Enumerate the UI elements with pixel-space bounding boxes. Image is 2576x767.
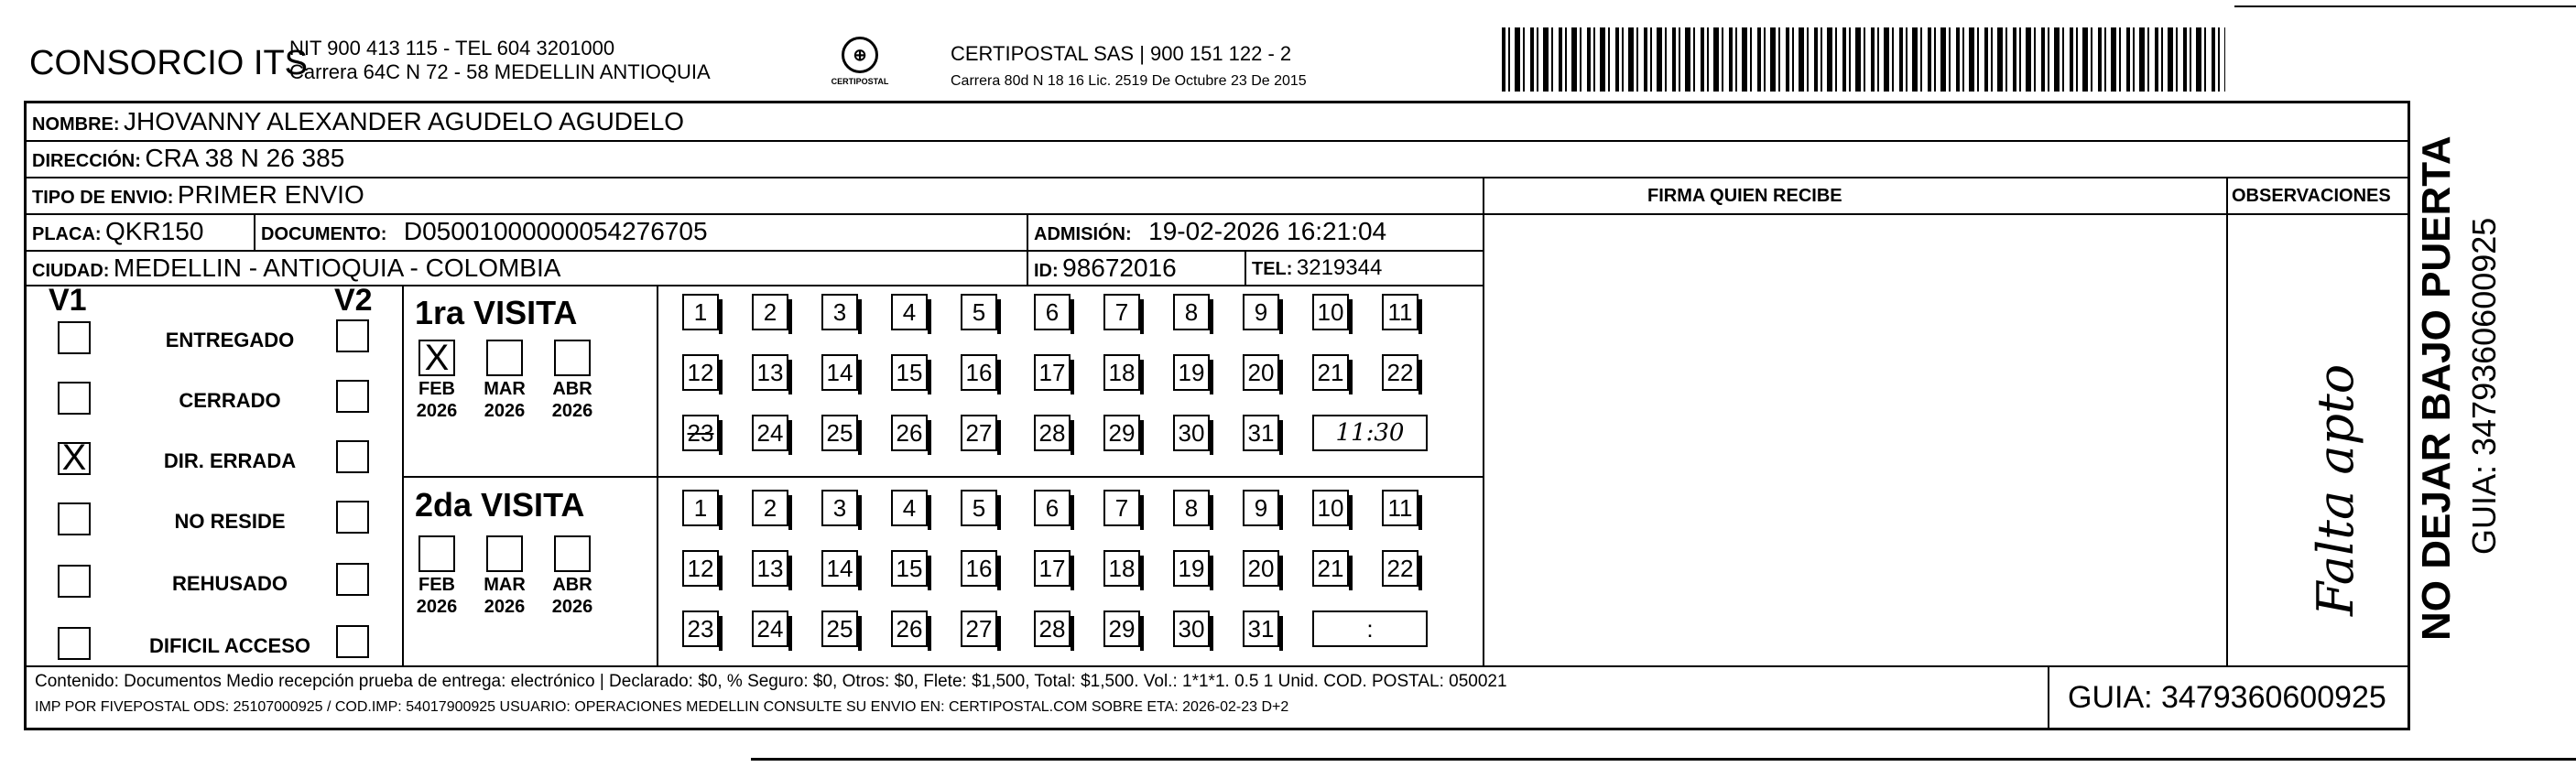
col-divider	[1245, 250, 1246, 285]
documento-field	[261, 217, 708, 246]
day-box[interactable]: 20	[1243, 550, 1279, 587]
day-box[interactable]: 21	[1312, 354, 1349, 391]
col-divider	[254, 213, 255, 250]
placa-value: QKR150	[105, 217, 204, 245]
day-box[interactable]: 30	[1173, 610, 1210, 647]
v1-checkbox[interactable]	[58, 627, 91, 660]
month-year: 2026	[551, 597, 593, 617]
nombre-value: JHOVANNY ALEXANDER AGUDELO AGUDELO	[124, 107, 685, 135]
day-box[interactable]: 7	[1103, 294, 1140, 330]
month-name: FEB	[418, 379, 455, 399]
month-year: 2026	[416, 597, 458, 617]
logo-emblem-icon: ⊕	[842, 37, 878, 73]
row-divider	[27, 177, 2408, 178]
status-label: NO RESIDE	[174, 510, 286, 533]
col-divider	[657, 285, 658, 665]
placa-field	[32, 217, 203, 246]
month-label	[545, 378, 600, 422]
day-box[interactable]: 4	[891, 294, 928, 330]
v1-checkbox[interactable]	[58, 502, 91, 535]
day-box[interactable]: 21	[1312, 550, 1349, 587]
month-checkbox-mar[interactable]	[486, 340, 523, 376]
v2-checkbox[interactable]	[336, 625, 369, 658]
day-box[interactable]: 26	[891, 610, 928, 647]
month-name: ABR	[552, 379, 592, 399]
row-divider	[27, 285, 1483, 286]
day-box[interactable]: 4	[891, 490, 928, 526]
status-label: ENTREGADO	[165, 329, 295, 351]
v1-checkbox[interactable]: X	[58, 442, 91, 475]
month-year: 2026	[416, 401, 458, 421]
id-value: 98672016	[1062, 254, 1177, 282]
certipostal-address: Carrera 80d N 18 16 Lic. 2519 De Octubre 23 De 2015	[951, 73, 1307, 89]
direccion-label: DIRECCIÓN:	[32, 151, 141, 171]
visit-divider	[402, 476, 1483, 478]
admision-value: 19-02-2026 16:21:04	[1148, 217, 1387, 245]
tel-label: TEL:	[1252, 259, 1293, 279]
barcode	[1502, 27, 2225, 92]
day-box[interactable]: 29	[1103, 415, 1140, 451]
v2-checkbox[interactable]	[336, 563, 369, 596]
month-checkbox-mar[interactable]	[486, 535, 523, 572]
day-box[interactable]: 1	[682, 490, 719, 526]
day-box[interactable]: 22	[1382, 354, 1418, 391]
month-label	[477, 574, 532, 618]
month-name: MAR	[484, 379, 526, 399]
tipo-envio-value: PRIMER ENVIO	[177, 180, 364, 209]
v2-checkbox[interactable]	[336, 380, 369, 413]
col-divider	[1483, 177, 1484, 665]
company-info	[289, 37, 711, 84]
placa-label: PLACA:	[32, 224, 102, 244]
day-box[interactable]: 11	[1382, 294, 1418, 330]
observaciones-header	[2232, 186, 2391, 207]
top-edge-line	[2234, 0, 2576, 7]
day-box[interactable]: 18	[1103, 550, 1140, 587]
day-box[interactable]: 20	[1243, 354, 1279, 391]
month-checkbox-feb[interactable]: X	[418, 340, 455, 376]
day-box[interactable]: 9	[1243, 294, 1279, 330]
firma-label: FIRMA QUIEN RECIBE	[1647, 186, 1842, 206]
day-box[interactable]: 11	[1382, 490, 1418, 526]
company-nit: NIT 900 413 115 - TEL 604 3201000	[289, 37, 615, 59]
col-divider	[2226, 177, 2228, 665]
first-visit-time[interactable]: 11:30	[1312, 415, 1428, 451]
company-address: Carrera 64C N 72 - 58 MEDELLIN ANTIOQUIA	[289, 60, 711, 83]
status-label: DIFICIL ACCESO	[148, 634, 310, 657]
month-label	[545, 574, 600, 618]
observaciones-label: OBSERVACIONES	[2232, 186, 2391, 206]
direccion-value: CRA 38 N 26 385	[145, 144, 345, 172]
month-checkbox-abr[interactable]	[554, 535, 591, 572]
day-box[interactable]: 15	[891, 550, 928, 587]
day-box[interactable]: 2	[752, 490, 788, 526]
month-year: 2026	[484, 401, 526, 421]
day-box[interactable]: 22	[1382, 550, 1418, 587]
handwritten-observation: Falta apto	[2307, 363, 2364, 616]
day-box[interactable]: 17	[1034, 354, 1071, 391]
v1-checkbox[interactable]	[58, 565, 91, 598]
month-name: ABR	[552, 575, 592, 595]
guide-form	[24, 101, 2410, 730]
day-box[interactable]: 9	[1243, 490, 1279, 526]
ciudad-field	[32, 254, 560, 283]
tipo-envio-field	[32, 180, 364, 210]
day-box[interactable]: 24	[752, 415, 788, 451]
nombre-field	[32, 107, 684, 136]
day-box[interactable]: 13	[752, 354, 788, 391]
certipostal-info	[951, 40, 1307, 95]
id-field	[1034, 254, 1177, 283]
direccion-field	[32, 144, 344, 173]
bottom-rule	[751, 758, 2576, 761]
ciudad-value: MEDELLIN - ANTIOQUIA - COLOMBIA	[113, 254, 561, 282]
no-dejar-bajo-puerta: NO DEJAR BAJO PUERTA	[2414, 135, 2459, 641]
day-box[interactable]: 8	[1173, 490, 1210, 526]
row-divider	[27, 213, 2408, 215]
day-box[interactable]: 17	[1034, 550, 1071, 587]
day-box[interactable]: 14	[821, 550, 858, 587]
month-checkbox-feb[interactable]	[418, 535, 455, 572]
footer-content: Contenido: Documentos Medio recepción prueba de entrega: electrónico | Declarado: $0, % Seguro: $0, Otros: $0, Flete: $1,500, Total: $1,500. Vol.: 1*1*1. 0.5 1 Unid. COD. POSTAL: 050021	[35, 672, 1507, 691]
day-box[interactable]: 31	[1243, 610, 1279, 647]
day-box[interactable]: 3	[821, 490, 858, 526]
v2-header: V2	[334, 283, 373, 318]
day-box[interactable]: 19	[1173, 550, 1210, 587]
day-box[interactable]: 30	[1173, 415, 1210, 451]
second-visit-time[interactable]: :	[1312, 610, 1428, 647]
status-label: REHUSADO	[172, 572, 288, 595]
day-box[interactable]: 7	[1103, 490, 1140, 526]
admision-field	[1034, 217, 1386, 246]
status-label: CERRADO	[179, 389, 281, 412]
col-divider	[1027, 213, 1028, 285]
status-label: DIR. ERRADA	[163, 449, 297, 472]
month-label	[409, 378, 464, 422]
nombre-label: NOMBRE:	[32, 114, 120, 135]
tipo-envio-label: TIPO DE ENVIO:	[32, 188, 174, 208]
day-box[interactable]: 3	[821, 294, 858, 330]
day-box[interactable]: 27	[961, 415, 997, 451]
month-year: 2026	[484, 597, 526, 617]
v1-header: V1	[49, 283, 87, 318]
first-visit-title: 1ra VISITA	[415, 294, 578, 331]
tel-field	[1252, 255, 1382, 281]
month-year: 2026	[551, 401, 593, 421]
day-box[interactable]: 1	[682, 294, 719, 330]
documento-label: DOCUMENTO:	[261, 224, 387, 244]
day-box[interactable]: 16	[961, 354, 997, 391]
day-box[interactable]: 6	[1034, 490, 1071, 526]
day-box[interactable]: 29	[1103, 610, 1140, 647]
side-guia: GUIA: 3479360600925	[2465, 217, 2503, 555]
id-label: ID:	[1034, 261, 1059, 281]
footer-print-info: IMP POR FIVEPOSTAL ODS: 25107000925 / COD.IMP: 54017900925 USUARIO: OPERACIONES MEDELLIN CONSULTE SU ENVIO EN: CERTIPOSTAL.COM SOBRE ETA: 2026-02-23 D+2	[35, 699, 1289, 715]
day-box[interactable]: 18	[1103, 354, 1140, 391]
v2-checkbox[interactable]	[336, 501, 369, 534]
day-box[interactable]: 13	[752, 550, 788, 587]
day-box[interactable]: 6	[1034, 294, 1071, 330]
day-box[interactable]: 31	[1243, 415, 1279, 451]
v1-checkbox[interactable]	[58, 321, 91, 354]
day-box[interactable]: 5	[961, 294, 997, 330]
month-name: FEB	[418, 575, 455, 595]
day-box[interactable]: 2	[752, 294, 788, 330]
day-box[interactable]: 24	[752, 610, 788, 647]
day-box[interactable]: 26	[891, 415, 928, 451]
day-box[interactable]: 10	[1312, 294, 1349, 330]
day-box[interactable]: 28	[1034, 415, 1071, 451]
month-label	[409, 574, 464, 618]
month-name: MAR	[484, 575, 526, 595]
day-box[interactable]: 10	[1312, 490, 1349, 526]
row-divider	[27, 140, 2408, 142]
day-box[interactable]: 14	[821, 354, 858, 391]
row-divider	[27, 250, 1483, 252]
day-box[interactable]: 12	[682, 550, 719, 587]
v1-checkbox[interactable]	[58, 382, 91, 415]
day-box[interactable]: 16	[961, 550, 997, 587]
ciudad-label: CIUDAD:	[32, 261, 110, 281]
documento-value: D05001000000054276705	[403, 217, 708, 245]
logo-text: CERTIPOSTAL	[831, 77, 889, 86]
footer-guia: GUIA: 3479360600925	[2048, 666, 2408, 729]
day-box[interactable]: 12	[682, 354, 719, 391]
certipostal-logo	[828, 37, 892, 103]
col-divider	[2408, 103, 2409, 665]
day-box[interactable]: 19	[1173, 354, 1210, 391]
certipostal-nit: CERTIPOSTAL SAS | 900 151 122 - 2	[951, 42, 1292, 65]
month-label	[477, 378, 532, 422]
company-name: CONSORCIO ITS	[29, 44, 309, 82]
month-checkbox-abr[interactable]	[554, 340, 591, 376]
tel-value: 3219344	[1296, 255, 1383, 280]
admision-label: ADMISIÓN:	[1034, 224, 1132, 244]
v2-checkbox[interactable]	[336, 319, 369, 352]
day-box[interactable]: 27	[961, 610, 997, 647]
day-box[interactable]: 25	[821, 610, 858, 647]
day-box[interactable]: 8	[1173, 294, 1210, 330]
col-divider	[402, 285, 404, 665]
day-box[interactable]: 28	[1034, 610, 1071, 647]
v2-checkbox[interactable]	[336, 440, 369, 473]
day-box[interactable]: 15	[891, 354, 928, 391]
second-visit-title: 2da VISITA	[415, 486, 585, 524]
day-box[interactable]: 25	[821, 415, 858, 451]
day-box[interactable]: 23	[682, 415, 719, 451]
day-box[interactable]: 5	[961, 490, 997, 526]
day-box[interactable]: 23	[682, 610, 719, 647]
firma-header	[1647, 186, 1842, 207]
